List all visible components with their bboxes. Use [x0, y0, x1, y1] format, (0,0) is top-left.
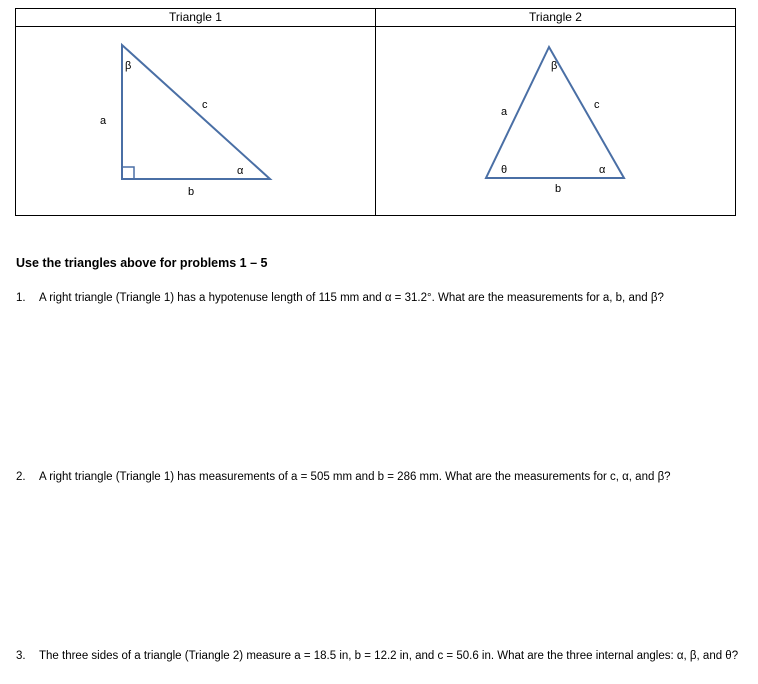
problems-heading: Use the triangles above for problems 1 – 5	[16, 256, 268, 270]
triangle-table	[15, 8, 736, 216]
label-beta: β	[125, 60, 132, 72]
label-beta: β	[551, 60, 558, 72]
triangle-1-shape	[122, 45, 270, 179]
problem-1	[16, 290, 741, 307]
label-c: c	[594, 99, 600, 111]
cell-triangle-1	[16, 27, 376, 216]
header-triangle-2: Triangle 2	[376, 9, 736, 27]
label-b: b	[188, 186, 195, 198]
header-triangle-1: Triangle 1	[16, 9, 376, 27]
label-a: a	[100, 115, 107, 127]
problem-3	[16, 648, 741, 665]
problem-number: 1.	[16, 292, 26, 304]
triangle-2-figure	[376, 27, 736, 215]
triangle-1-figure	[16, 27, 376, 215]
label-a: a	[501, 106, 508, 118]
problem-number: 3.	[16, 650, 26, 662]
problem-2	[16, 469, 741, 486]
label-alpha: α	[599, 164, 606, 176]
problem-number: 2.	[16, 471, 26, 483]
label-c: c	[202, 99, 208, 111]
label-alpha: α	[237, 165, 244, 177]
label-b: b	[555, 183, 562, 195]
problem-text: The three sides of a triangle (Triangle 2) measure a = 18.5 in, b = 12.2 in, and c = 50.6 in. What are the three internal angles: α, β, and θ?	[39, 650, 739, 662]
label-theta: θ	[501, 164, 508, 176]
problem-text: A right triangle (Triangle 1) has measurements of a = 505 mm and b = 286 mm. What are the measurements for c, α, and β?	[39, 471, 671, 483]
problem-text: A right triangle (Triangle 1) has a hypotenuse length of 115 mm and α = 31.2°. What are the measurements for a, b, and β?	[39, 292, 664, 304]
right-angle-marker	[122, 167, 134, 179]
cell-triangle-2	[376, 27, 736, 216]
